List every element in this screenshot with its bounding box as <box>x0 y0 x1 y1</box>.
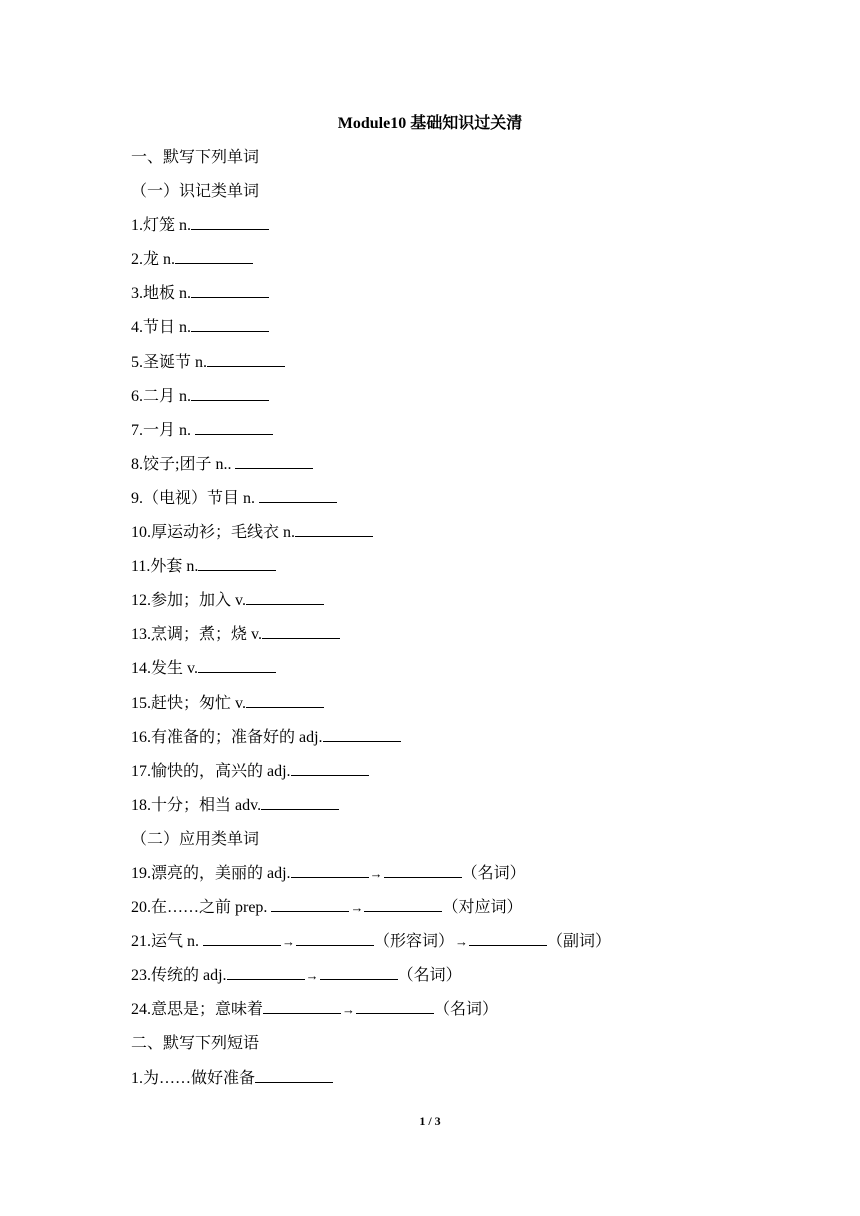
answer-blank[interactable] <box>227 967 305 980</box>
arrow-icon: → <box>342 1002 356 1018</box>
answer-blank[interactable] <box>296 933 374 946</box>
application-prompt: 23.传统的 adj. <box>131 967 227 985</box>
answer-blank[interactable] <box>364 899 442 912</box>
vocab-item <box>131 311 751 345</box>
vocab-prompt: 16.有准备的；准备好的 adj. <box>131 728 323 746</box>
section-heading-phrases: 二、默写下列短语 <box>131 1035 260 1053</box>
answer-blank[interactable] <box>195 422 273 435</box>
vocab-prompt: 5.圣诞节 n. <box>131 353 208 371</box>
vocab-prompt: 1.灯笼 n. <box>131 217 192 235</box>
vocab-prompt: 12.参加；加入 v. <box>131 592 246 610</box>
vocab-prompt: 7.一月 n. <box>131 421 196 439</box>
answer-blank[interactable] <box>246 592 324 605</box>
vocab-prompt: 8.饺子;团子 n.. <box>131 455 236 473</box>
vocab-item <box>131 346 751 380</box>
answer-blank[interactable] <box>191 217 269 230</box>
answer-blank[interactable] <box>295 524 373 537</box>
section-heading-words: 一、默写下列单词 <box>131 149 260 166</box>
vocab-item <box>131 721 751 755</box>
phrase-item <box>131 1062 751 1096</box>
answer-blank[interactable] <box>246 695 324 708</box>
vocab-item <box>131 618 751 652</box>
arrow-icon: → <box>305 968 319 984</box>
vocab-item <box>131 584 751 618</box>
vocab-item <box>131 209 751 243</box>
vocab-prompt: 3.地板 n. <box>131 285 192 303</box>
vocab-prompt: 6.二月 n. <box>131 387 192 405</box>
page-title: Module10 基础知识过关清 <box>337 115 523 132</box>
answer-blank[interactable] <box>191 388 269 401</box>
vocab-item <box>131 482 751 516</box>
vocab-prompt: 14.发生 v. <box>131 660 198 678</box>
answer-blank[interactable] <box>191 285 269 298</box>
word-form-hint: （对应词） <box>442 899 523 917</box>
answer-blank[interactable] <box>203 933 281 946</box>
answer-blank[interactable] <box>323 729 401 742</box>
vocab-item <box>131 516 751 550</box>
vocab-item <box>131 380 751 414</box>
answer-blank[interactable] <box>198 660 276 673</box>
vocab-item <box>131 652 751 686</box>
phrase-prompt: 1.为……做好准备 <box>131 1069 256 1087</box>
application-prompt: 19.漂亮的，美丽的 adj. <box>131 864 291 882</box>
word-form-hint: （名词） <box>397 967 462 985</box>
answer-blank[interactable] <box>262 626 340 639</box>
subsection-heading-memorize: （一）识记类单词 <box>131 183 260 201</box>
answer-blank[interactable] <box>207 354 285 367</box>
answer-blank[interactable] <box>191 319 269 332</box>
answer-blank[interactable] <box>198 558 276 571</box>
application-item <box>131 925 751 959</box>
vocab-prompt: 9.（电视）节目 n. <box>131 489 260 507</box>
vocab-prompt: 18.十分；相当 adv. <box>131 796 262 814</box>
arrow-icon: → <box>369 865 383 881</box>
answer-blank[interactable] <box>384 865 462 878</box>
answer-blank[interactable] <box>469 933 547 946</box>
answer-blank[interactable] <box>263 1001 341 1014</box>
arrow-icon: → <box>282 934 296 950</box>
answer-blank[interactable] <box>356 1001 434 1014</box>
answer-blank[interactable] <box>291 865 369 878</box>
answer-blank[interactable] <box>235 456 313 469</box>
application-item <box>131 993 751 1027</box>
vocab-item <box>131 448 751 482</box>
arrow-icon: → <box>350 900 364 916</box>
vocab-prompt: 15.赶快；匆忙 v. <box>131 694 246 712</box>
vocab-item <box>131 414 751 448</box>
application-item <box>131 891 751 925</box>
answer-blank[interactable] <box>271 899 349 912</box>
subsection-heading-application: （二）应用类单词 <box>131 830 260 848</box>
application-prompt: 21.运气 n. <box>131 933 204 951</box>
vocab-item <box>131 550 751 584</box>
answer-blank[interactable] <box>320 967 398 980</box>
vocab-item <box>131 277 751 311</box>
arrow-icon: → <box>455 934 469 950</box>
vocab-item <box>131 687 751 721</box>
vocab-prompt: 2.龙 n. <box>131 251 176 269</box>
application-prompt: 24.意思是；意味着 <box>131 1001 264 1019</box>
word-form-hint: （副词） <box>547 933 612 951</box>
word-form-hint: （名词） <box>461 864 526 882</box>
vocab-item <box>131 243 751 277</box>
worksheet-content <box>131 141 751 1096</box>
word-form-hint: （形容词） <box>374 933 455 951</box>
answer-blank[interactable] <box>261 797 339 810</box>
vocab-prompt: 17.愉快的，高兴的 adj. <box>131 762 291 780</box>
application-item <box>131 959 751 993</box>
vocab-prompt: 13.烹调；煮；烧 v. <box>131 626 262 644</box>
application-prompt: 20.在……之前 prep. <box>131 899 272 917</box>
vocab-prompt: 4.节日 n. <box>131 319 192 337</box>
word-form-hint: （名词） <box>434 1001 499 1019</box>
answer-blank[interactable] <box>175 251 253 264</box>
application-item <box>131 857 751 891</box>
vocab-item <box>131 789 751 823</box>
answer-blank[interactable] <box>259 490 337 503</box>
answer-blank[interactable] <box>255 1070 333 1083</box>
page-number: 1 / 3 <box>419 1114 441 1128</box>
vocab-prompt: 11.外套 n. <box>131 558 199 576</box>
answer-blank[interactable] <box>291 763 369 776</box>
vocab-item <box>131 755 751 789</box>
vocab-prompt: 10.厚运动衫；毛线衣 n. <box>131 524 296 542</box>
